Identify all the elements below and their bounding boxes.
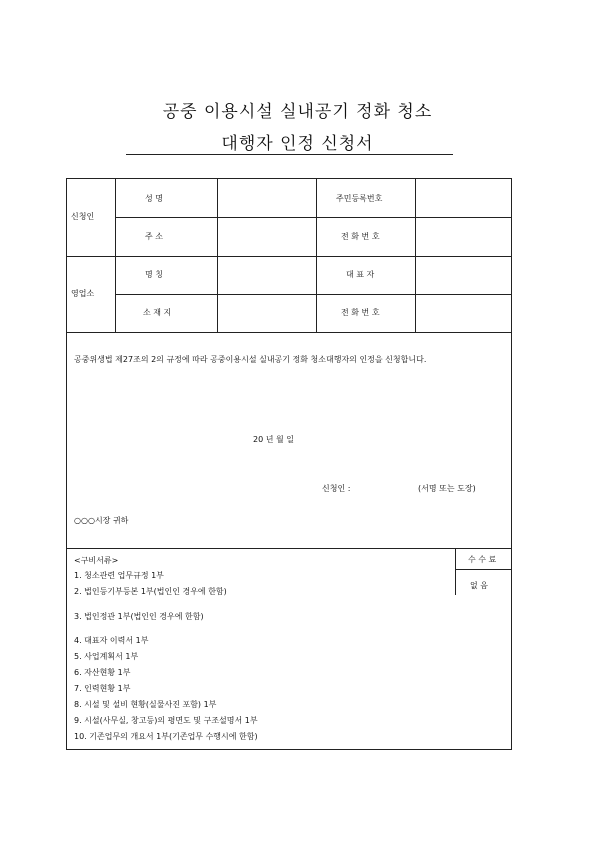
business-name-label: 명 칭 bbox=[145, 270, 163, 279]
application-form bbox=[66, 178, 512, 750]
row-divider bbox=[115, 294, 511, 295]
col-divider bbox=[217, 179, 218, 332]
row-divider bbox=[115, 217, 511, 218]
location-label: 소 재 지 bbox=[143, 308, 172, 317]
declaration-paragraph: 공중위생법 제27조의 2의 규정에 따라 공중이용시설 실내공기 정화 청소대행자의 인정을 신청합니다. bbox=[74, 355, 427, 364]
document-item: 6. 자산현황 1부 bbox=[74, 668, 131, 677]
fee-label: 수 수 료 bbox=[468, 555, 497, 564]
signer-label: 신청인 : bbox=[322, 484, 351, 493]
form-title-line1: 공중 이용시설 실내공기 정화 청소 bbox=[162, 102, 433, 122]
row-divider bbox=[67, 548, 511, 549]
col-divider bbox=[115, 179, 116, 332]
document-item: 8. 시설 및 설비 현황(실물사진 포함) 1부 bbox=[74, 700, 217, 709]
address-label: 주 소 bbox=[145, 232, 163, 241]
fee-value: 없 음 bbox=[470, 581, 488, 590]
document-item: 9. 시설(사무실, 창고등)의 평면도 및 구조설명서 1부 bbox=[74, 716, 258, 725]
business-phone-label: 전 화 번 호 bbox=[341, 308, 380, 317]
fee-divider bbox=[455, 569, 511, 570]
fee-col-divider bbox=[455, 548, 456, 595]
representative-label: 대 표 자 bbox=[346, 270, 375, 279]
document-item: 1. 청소관련 업무규정 1부 bbox=[74, 571, 164, 580]
applicant-section-label: 신청인 bbox=[71, 212, 95, 221]
document-item: 7. 인력현황 1부 bbox=[74, 684, 131, 693]
name-label: 성 명 bbox=[145, 194, 163, 203]
document-item: 5. 사업계획서 1부 bbox=[74, 652, 139, 661]
form-title-line2: 대행자 인정 신청서 bbox=[221, 134, 374, 154]
document-item: 2. 법인등기부등본 1부(법인인 경우에 한함) bbox=[74, 587, 227, 596]
row-divider bbox=[67, 332, 511, 333]
col-divider bbox=[415, 179, 416, 332]
document-item: 4. 대표자 이력서 1부 bbox=[74, 636, 149, 645]
business-section-label: 영업소 bbox=[71, 289, 95, 298]
document-item: 10. 기존업무의 개요서 1부(기존업무 수행시에 한함) bbox=[74, 732, 258, 741]
title-underline bbox=[126, 154, 453, 155]
signature-note: (서명 또는 도장) bbox=[418, 484, 476, 493]
addressee: ○○○시장 귀하 bbox=[74, 516, 129, 525]
application-date: 20 년 월 일 bbox=[253, 435, 294, 444]
applicant-phone-label: 전 화 번 호 bbox=[341, 232, 380, 241]
document-item: 3. 법인정관 1부(법인인 경우에 한함) bbox=[74, 612, 204, 621]
row-divider bbox=[67, 256, 511, 257]
resident-number-label: 주민등록번호 bbox=[336, 194, 383, 203]
documents-header: <구비서류> bbox=[74, 556, 119, 565]
col-divider bbox=[316, 179, 317, 332]
